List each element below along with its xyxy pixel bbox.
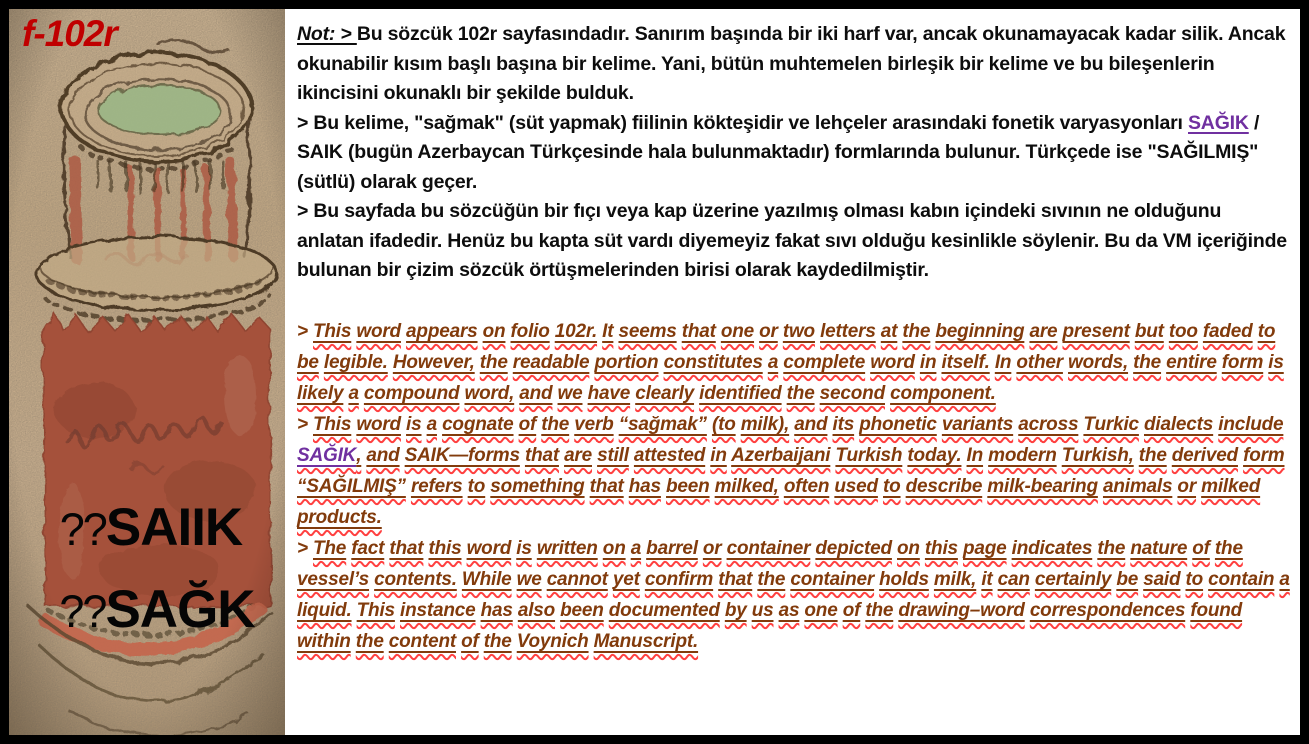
underlined-word: is (516, 537, 532, 559)
underlined-word: seems (618, 320, 677, 342)
underlined-word: nature (1130, 537, 1188, 559)
underlined-word: likely (297, 382, 344, 404)
underlined-word: or (702, 537, 722, 559)
underlined-word: be (297, 351, 319, 373)
underlined-word: documented (608, 599, 720, 621)
underlined-word: appears (406, 320, 478, 342)
underlined-word: certainly (1034, 568, 1112, 590)
underlined-word: that (524, 444, 559, 466)
underlined-word: While (461, 568, 512, 590)
reading-candidate-2 (9, 580, 285, 639)
underlined-word: the (757, 568, 786, 590)
underlined-word: and (366, 444, 400, 466)
underlined-word: the (1097, 537, 1126, 559)
underlined-word: In (966, 444, 984, 466)
underlined-word: we (516, 568, 542, 590)
underlined-word: compound (363, 382, 460, 404)
manuscript-photo (9, 9, 285, 735)
underlined-word: liquid. (297, 599, 352, 621)
underlined-word: at (880, 320, 898, 342)
underlined-word: still (597, 444, 629, 466)
underlined-word: two (782, 320, 815, 342)
underlined-word: container (790, 568, 875, 590)
underlined-word: this (428, 537, 462, 559)
underlined-word: that (718, 568, 753, 590)
note-text: > Bu kelime, "sağmak" (süt yapmak) fiilinin kökteşidir ve lehçeler arasındaki fonetik varyasyonları (297, 111, 1188, 134)
underlined-word: verb (574, 413, 614, 435)
underlined-word: vessel’s (297, 568, 370, 590)
note-paragraph (297, 109, 1292, 198)
underlined-word: Voynich (516, 630, 589, 652)
underlined-word: milked (1201, 475, 1261, 497)
underlined-word: (to (711, 413, 736, 435)
underlined-word: on (897, 537, 920, 559)
underlined-word: be (1116, 568, 1139, 590)
underlined-word: the (541, 413, 570, 435)
underlined-word: fact (351, 537, 385, 559)
underlined-word: This (313, 413, 352, 435)
uncertain-letters-marks: ?? (59, 586, 106, 637)
underlined-word: is (1268, 351, 1284, 373)
underlined-word: content (388, 630, 456, 652)
underlined-word: and (519, 382, 553, 404)
underlined-word: to (467, 475, 486, 497)
underlined-word: often (783, 475, 830, 497)
underlined-word: 102r. (554, 320, 598, 342)
underlined-word: attested (633, 444, 706, 466)
underlined-word: Turkish (835, 444, 903, 466)
underlined-word: This (356, 599, 395, 621)
underlined-word: its (832, 413, 855, 435)
underlined-word: something (490, 475, 585, 497)
reading-word: SAĞK (105, 580, 255, 639)
note-text: / SAIK (bugün Azerbaycan Türkçesinde hala bulunmaktadır) formlarında bulunur. Türkçede ise "SAĞILMIŞ" (sütlü) olarak geçer. (297, 111, 1260, 193)
underlined-word: drawing–word (898, 599, 1025, 621)
underlined-word: have (587, 382, 631, 404)
underlined-word: are (564, 444, 592, 466)
folio-label: f-102r (22, 13, 117, 54)
underlined-word: the (479, 351, 508, 373)
underlined-word: the (1138, 444, 1167, 466)
underlined-word: one (804, 599, 838, 621)
underlined-word: The (313, 537, 347, 559)
sagik-link[interactable]: SAĞIK (1188, 111, 1249, 134)
underlined-word: and (794, 413, 828, 435)
list-marker: > (297, 413, 308, 435)
note-paragraph (297, 316, 1292, 409)
underlined-word: us (751, 599, 774, 621)
underlined-word: itself. (941, 351, 990, 373)
underlined-word: or (1177, 475, 1197, 497)
underlined-word: include (1218, 413, 1284, 435)
underlined-word: the (1133, 351, 1162, 373)
underlined-word: of (842, 599, 861, 621)
underlined-word: other (1016, 351, 1063, 373)
underlined-word: , (356, 444, 362, 466)
underlined-word: derived (1171, 444, 1238, 466)
underlined-word: legible. (323, 351, 388, 373)
underlined-word: variants (941, 413, 1014, 435)
underlined-word: milked, (714, 475, 779, 497)
underlined-word: the (355, 630, 384, 652)
underlined-word: written (536, 537, 598, 559)
underlined-word: too (1168, 320, 1198, 342)
underlined-word: across (1018, 413, 1079, 435)
underlined-word: a (1279, 568, 1290, 590)
underlined-word: one (720, 320, 755, 342)
underlined-word: the (902, 320, 931, 342)
underlined-word: a (348, 382, 359, 404)
reading-word: SAIIK (105, 498, 243, 557)
underlined-word: animals (1102, 475, 1173, 497)
underlined-word: the (483, 630, 512, 652)
underlined-word: phonetic (859, 413, 937, 435)
underlined-word: Manuscript. (593, 630, 699, 652)
underlined-word: to (1257, 320, 1276, 342)
underlined-word: are (1029, 320, 1058, 342)
underlined-word: of (518, 413, 537, 435)
underlined-word: beginning (935, 320, 1025, 342)
underlined-word: correspondences (1029, 599, 1186, 621)
underlined-word: indicates (1011, 537, 1093, 559)
underlined-word: word, (464, 382, 515, 404)
underlined-word: word (356, 320, 401, 342)
underlined-word: Turkic (1083, 413, 1139, 435)
underlined-word: on (602, 537, 626, 559)
underlined-word: is (406, 413, 422, 435)
underlined-word: cannot (546, 568, 608, 590)
underlined-word: products. (297, 506, 382, 528)
underlined-word: portion (594, 351, 659, 373)
underlined-word: Azerbaijani (731, 444, 831, 466)
underlined-word: “SAĞILMIŞ” (297, 475, 406, 497)
underlined-word: to (1185, 568, 1204, 590)
underlined-word: of (461, 630, 479, 652)
underlined-word: dialects (1144, 413, 1214, 435)
underlined-word: This (313, 320, 352, 342)
underlined-word: milk), (740, 413, 790, 435)
underlined-word: in (919, 351, 937, 373)
note-paragraph (297, 197, 1292, 286)
underlined-word: been (560, 599, 604, 621)
note-text: Bu sözcük 102r sayfasındadır. Sanırım başında bir iki harf var, ancak okunamayacak kadar silik. Ancak okunabilir kısım başlı başına bir kelime. Yani, bütün muhtemelen birleşik bir kelime ve bu bileşenlerin ikincisini okunaklı bir şekilde bulduk. (297, 23, 1286, 104)
turkish-notes (297, 20, 1292, 286)
underlined-word: word (870, 351, 915, 373)
underlined-word: today. (907, 444, 962, 466)
underlined-word: that (389, 537, 424, 559)
underlined-word: the (1214, 537, 1243, 559)
underlined-word: has (480, 599, 513, 621)
underlined-word: but (1134, 320, 1164, 342)
underlined-word: by (724, 599, 747, 621)
underlined-word: contain (1208, 568, 1275, 590)
underlined-word: component. (890, 382, 996, 404)
note-text: > Bu sayfada bu sözcüğün bir fıçı veya kap üzerine yazılmış olması kabın içindeki sıvının ne olduğunu anlatan ifadedir. Henüz bu kapta süt vardı diyemeyiz fakat sıvı olduğu kesinlikle söylenir. Bu da VM içeriğinde bulunan bir çizim sözcük örtüşmelerinden birisi olarak kaydedilmiştir. (297, 200, 1287, 281)
underlined-word: on (482, 320, 506, 342)
underlined-word: clearly (635, 382, 695, 404)
underlined-word: can (997, 568, 1030, 590)
underlined-word: it (981, 568, 993, 590)
underlined-word: or (759, 320, 778, 342)
underlined-word: entire (1166, 351, 1217, 373)
underlined-word: second (819, 382, 885, 404)
underlined-word: However, (392, 351, 475, 373)
underlined-word: milk-bearing (987, 475, 1098, 497)
note-paragraph (297, 533, 1292, 657)
underlined-word: letters (820, 320, 876, 342)
underlined-word: constitutes (663, 351, 763, 373)
underlined-word: yet (612, 568, 640, 590)
underlined-word: refers (410, 475, 463, 497)
underlined-word: found (1190, 599, 1243, 621)
underlined-word: page (963, 537, 1007, 559)
underlined-word: form (1221, 351, 1264, 373)
underlined-word: identified (699, 382, 782, 404)
underlined-word: confirm (644, 568, 714, 590)
underlined-word: said (1143, 568, 1181, 590)
list-marker: > (297, 320, 308, 342)
underlined-word: holds (879, 568, 929, 590)
sagik-link[interactable]: SAĞIK (297, 444, 357, 466)
underlined-word: Turkish, (1061, 444, 1134, 466)
underlined-word: used (834, 475, 878, 497)
uncertain-letters-marks: ?? (59, 504, 106, 555)
underlined-word: In (994, 351, 1012, 373)
note-heading: Not: > (297, 23, 357, 45)
underlined-word: that (681, 320, 716, 342)
underlined-word: that (589, 475, 624, 497)
underlined-word: container (726, 537, 811, 559)
underlined-word: has (628, 475, 661, 497)
underlined-word: the (865, 599, 894, 621)
underlined-word: a (426, 413, 437, 435)
underlined-word: complete (783, 351, 866, 373)
underlined-word: also (517, 599, 556, 621)
english-notes (297, 316, 1292, 657)
underlined-word: readable (512, 351, 590, 373)
underlined-word: SAIK—forms (404, 444, 520, 466)
underlined-word: word (466, 537, 512, 559)
underlined-word: we (557, 382, 583, 404)
underlined-word: describe (905, 475, 983, 497)
underlined-word: a (767, 351, 779, 373)
underlined-word: present (1062, 320, 1130, 342)
list-marker: > (297, 537, 308, 559)
underlined-word: to (883, 475, 901, 497)
underlined-word: modern (988, 444, 1057, 466)
underlined-word: in (710, 444, 727, 466)
underlined-word: folio (510, 320, 550, 342)
underlined-word: within (297, 630, 351, 652)
underlined-word: of (1192, 537, 1210, 559)
underlined-word: contents. (374, 568, 457, 590)
underlined-word: milk, (933, 568, 977, 590)
underlined-word: the (786, 382, 815, 404)
underlined-word: form (1243, 444, 1285, 466)
underlined-word: It (602, 320, 614, 342)
reading-candidate-1 (9, 498, 285, 557)
underlined-word: been (666, 475, 710, 497)
underlined-word: faded (1202, 320, 1253, 342)
underlined-word: instance (400, 599, 476, 621)
underlined-word: this (924, 537, 958, 559)
underlined-word: word (356, 413, 401, 435)
underlined-word: barrel (646, 537, 698, 559)
underlined-word: as (778, 599, 800, 621)
note-paragraph (297, 409, 1292, 533)
underlined-word: depicted (815, 537, 892, 559)
underlined-word: words, (1068, 351, 1129, 373)
underlined-word: cognate (442, 413, 514, 435)
underlined-word: “sağmak” (618, 413, 707, 435)
underlined-word: a (630, 537, 642, 559)
note-paragraph (297, 20, 1292, 109)
notes-panel (285, 9, 1300, 735)
